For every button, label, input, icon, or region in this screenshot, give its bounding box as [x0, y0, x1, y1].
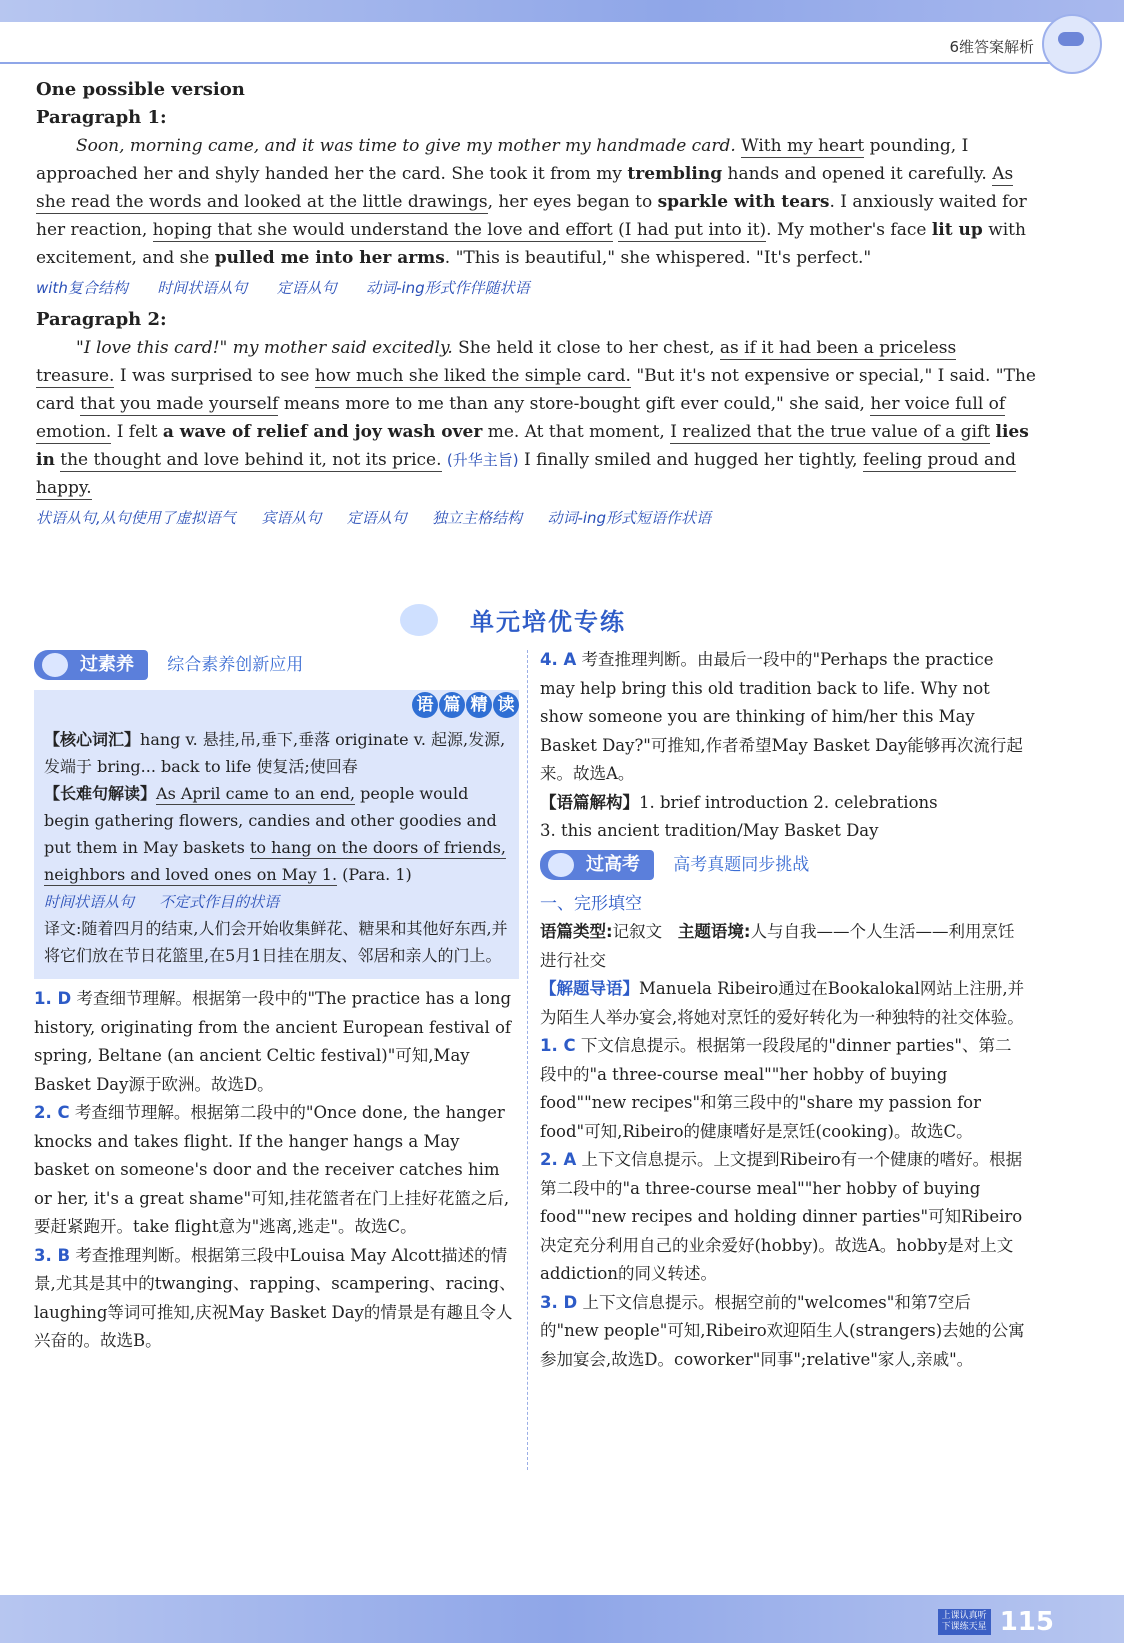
p2-asif-clause: as if it had been a priceless treasure. — [36, 338, 957, 386]
p1-with-structure: With my heart — [741, 136, 865, 156]
structure-label: 【语篇解构】 — [540, 792, 639, 812]
p2-attr-clause: that you made yourself — [80, 394, 279, 414]
q4-number: 4. A — [540, 650, 577, 669]
page-number: 115 — [999, 1607, 1054, 1637]
long-s1: As April came to an end, — [156, 784, 356, 803]
note-left-inf: 不定式作目的状语 — [159, 893, 280, 911]
p2-absolute: her voice full of emotion. — [36, 394, 1006, 442]
p1-time-clause: As she read the words and looked at the little drawings — [36, 164, 1014, 212]
p2-text: I was surprised to see — [119, 366, 310, 386]
q3-number: 3. B — [34, 1245, 71, 1265]
theme-value: 人与自我——个人生活——利用烹饪进行社交 — [540, 922, 1015, 970]
top-band — [0, 0, 1124, 22]
a1-number: 1. C — [540, 1036, 576, 1055]
p2-object-clause: how much she liked the simple card. — [314, 366, 631, 386]
badge-char: 篇 — [439, 692, 465, 718]
part-heading: 一、完形填空 — [540, 893, 642, 914]
p2-opening: "I love this card!" my mother said excitedly. — [76, 338, 453, 358]
column-divider — [527, 650, 529, 1470]
a3-number: 3. D — [540, 1292, 578, 1312]
structure-item: 2. celebrations — [813, 792, 938, 812]
p1-text: . "This is beautiful," she whispered. "It's perfect." — [444, 248, 872, 268]
paragraph-2-label: Paragraph 2: — [36, 309, 167, 330]
q2-number: 2. C — [34, 1103, 70, 1122]
essay-section — [36, 76, 1036, 532]
tag-subtitle: 高考真题同步挑战 — [673, 854, 810, 875]
note-attr1: 定语从句 — [276, 279, 337, 297]
q4-text: 考查推理判断。由最后一段中的"Perhaps the practice may help bring this old tradition back to life. Why not show someone you are thinking of him/her this May Basket Day?"可推知,作者希望May Basket Day能够再次流行起来。故选A。 — [540, 650, 1023, 783]
note-left-time: 时间状语从句 — [44, 893, 135, 911]
type-label: 语篇类型: — [540, 922, 613, 941]
p1-text: hands and opened it carefully. — [727, 164, 987, 184]
p1-keyword: lit up — [931, 220, 983, 240]
vocab-text: hang v. 悬挂,吊,垂下,垂落 originate v. 起源,发源,发端于 bring... back to life 使复活;使回春 — [44, 730, 506, 776]
note-abs: 独立主格结构 — [432, 509, 523, 527]
slogan — [938, 1609, 991, 1635]
p2-keyword: a wave of relief and joy wash over — [162, 422, 483, 442]
p2-ing-phrase: feeling proud and happy. — [36, 450, 1016, 498]
p1-text: with excitement, and she — [36, 220, 1026, 268]
guide-text: Manuela Ribeiro通过在Bookalokal网站上注册,并为陌生人举办宴会,将她对烹饪的爱好转化为一种独特的社交体验。 — [540, 979, 1025, 1027]
p1-text: . I anxiously waited for her reaction, — [36, 192, 1027, 240]
note-ing1: 动词-ing形式作伴随状语 — [366, 279, 530, 297]
p2-text: means more to me than any store-bought gift ever could," she said, — [283, 394, 865, 414]
q3-text: 考查推理判断。根据第三段中Louisa May Alcott描述的情景,尤其是其中的twanging、rapping、scampering、racing、laughing等词可推知,庆祝May Basket Day的情景是有趣且令人兴奋的。故选B。 — [34, 1245, 516, 1350]
note-theme: (升华主旨) — [446, 451, 519, 469]
p2-keyword: lies in — [36, 422, 1029, 470]
badge-char: 语 — [412, 692, 438, 718]
tag-label: 过素养 — [34, 650, 148, 680]
left-tagbar — [34, 650, 519, 684]
guide-label: 【解题导语】 — [540, 979, 639, 998]
p1-keyword: pulled me into her arms — [214, 248, 445, 268]
slogan-top: 上课认真听 — [941, 1611, 987, 1621]
note-time: 时间状语从句 — [157, 279, 248, 297]
p1-text: . My mother's face — [766, 220, 927, 240]
q1-text: 考查细节理解。根据第一段中的"The practice has a long history, originating from the ancient European festival of spring, Beltane (an ancient Celtic festival)"可知,May Basket Day源于欧洲。故选D。 — [34, 989, 512, 1094]
essay-heading: One possible version — [36, 79, 245, 100]
p2-theme-sentence: I realized that the true value of a gift — [670, 422, 991, 442]
p1-attr-clause: (I had put into it) — [618, 220, 767, 240]
a3-text: 上下文信息提示。根据空前的"welcomes"和第7空后的"new people"可知,Ribeiro欢迎陌生人(strangers)去她的公寓参加宴会,故选D。coworker"同事";relative"家人,亲戚"。 — [540, 1292, 1025, 1369]
paragraph-1-label: Paragraph 1: — [36, 107, 167, 128]
star-icon — [400, 604, 438, 636]
q1-number: 1. D — [34, 989, 72, 1008]
translation: 译文:随着四月的结束,人们会开始收集鲜花、糖果和其他好东西,并将它们放在节日花篮里,在5月1日挂在朋友、邻居和亲人的门上。 — [44, 919, 508, 965]
note-ing2: 动词-ing形式短语作状语 — [547, 509, 712, 527]
section-title-text: 单元培优专练 — [470, 608, 626, 636]
type-value: 记叙文 — [612, 922, 663, 941]
long-s4: (Para. 1) — [342, 865, 412, 884]
p2-theme-sentence: the thought and love behind it, not its price. — [60, 450, 442, 470]
badge-char: 读 — [493, 692, 519, 718]
long-sentence-label: 【长难句解读】 — [44, 784, 157, 803]
reading-box — [34, 690, 519, 979]
header-rule — [0, 62, 1060, 64]
p1-opening: Soon, morning came, and it was time to give my mother my handmade card. — [76, 136, 736, 156]
paragraph-2 — [36, 334, 1036, 502]
p2-text: "But it's not expensive or special," I said. "The card — [36, 366, 1036, 414]
structure-item: 1. brief introduction — [639, 792, 809, 812]
note-attr2: 定语从句 — [346, 509, 407, 527]
header-title: 6维答案解析 — [949, 38, 1034, 56]
p1-keyword: trembling — [627, 164, 723, 184]
a1-text: 下文信息提示。根据第一段段尾的"dinner parties"、第二段中的"a three-course meal""her hobby of buying food""new recipes"和第三段中的"share my passion for food"可知,Ribeiro的健康嗜好是烹饪(cooking)。故选C。 — [540, 1036, 1012, 1141]
theme-label: 主题语境: — [677, 922, 751, 941]
a2-text: 上下文信息提示。上文提到Ribeiro有一个健康的嗜好。根据第二段中的"a three-course meal""her hobby of buying food""new recipes and holding dinner parties"可知Ribeiro决定充分利用自己的业余爱好(hobby)。故选A。hobby是对上文addiction的同义转述。 — [540, 1150, 1023, 1283]
p1-text: , her eyes began to — [487, 192, 653, 212]
p1-ing-phrase: hoping that she would understand the love and effort — [152, 220, 613, 240]
p2-text: me. At that moment, — [487, 422, 665, 442]
slogan-bottom: 下课练天星 — [941, 1622, 987, 1632]
long-s3: to hang on the doors of friends, neighbors and loved ones on May 1. — [44, 838, 506, 884]
note-obj: 宾语从句 — [261, 509, 322, 527]
structure-item: 3. this ancient tradition/May Basket Day — [540, 821, 879, 840]
p1-text: pounding, I approached her and shyly handed her the card. She took it from my — [36, 136, 969, 184]
p2-text: She held it close to her chest, — [458, 338, 715, 358]
note-with: with复合结构 — [36, 279, 128, 297]
right-column — [540, 646, 1025, 1374]
paragraph-1 — [36, 132, 1036, 272]
p2-text: I finally smiled and hugged her tightly, — [524, 450, 858, 470]
p1-keyword: sparkle with tears — [657, 192, 830, 212]
left-column — [34, 650, 519, 1356]
a2-number: 2. A — [540, 1150, 577, 1169]
note-asif: 状语从句,从句使用了虚拟语气 — [36, 509, 236, 527]
vocab-label: 【核心词汇】 — [44, 730, 141, 749]
tag-subtitle: 综合素养创新应用 — [167, 655, 304, 675]
long-s2: people would begin gathering flowers, candies and other goodies and put them in May baskets — [44, 784, 497, 857]
mascot-icon — [1042, 14, 1102, 74]
badge-char: 精 — [466, 692, 492, 718]
reading-badge — [411, 692, 519, 719]
q2-text: 考查细节理解。根据第二段中的"Once done, the hanger knocks and takes flight. If the hanger hangs a May basket on someone's door and the receiver catches him or her, it's a great shame"可知,挂花篮者在门上挂好花篮之后,要赶紧跑开。take flight意为"逃离,逃走"。故选C。 — [34, 1103, 510, 1236]
tag-label: 过高考 — [540, 850, 654, 880]
p2-text: I felt — [116, 422, 158, 442]
section-title — [400, 600, 730, 640]
right-tagbar — [540, 850, 1025, 884]
page-number-block — [938, 1607, 1054, 1637]
